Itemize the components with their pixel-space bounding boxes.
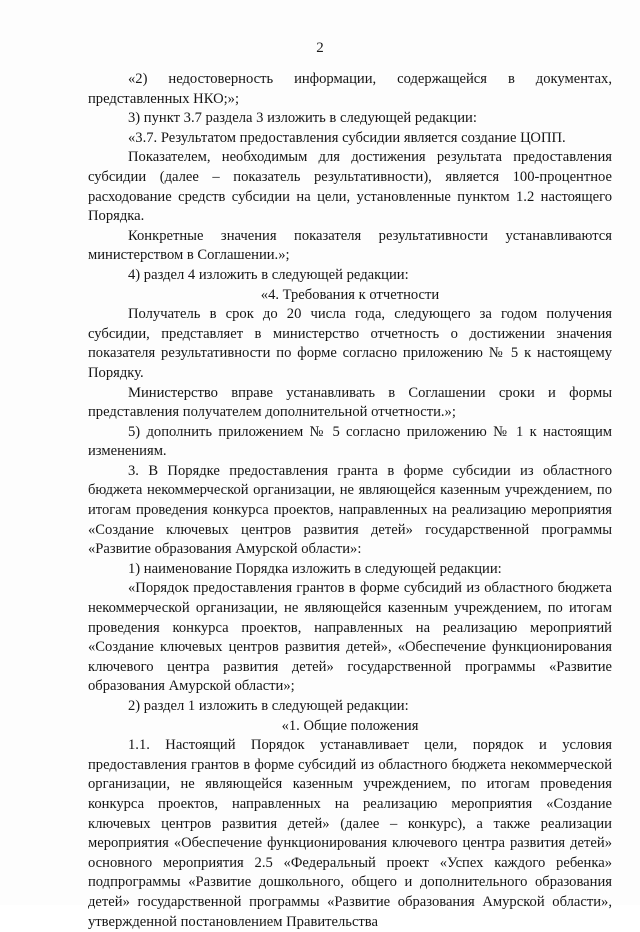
paragraph: 3) пункт 3.7 раздела 3 изложить в следующей редакции: <box>128 110 477 127</box>
paragraph: 2) раздел 1 изложить в следующей редакции: <box>128 698 409 714</box>
paragraph: 1.1. Настоящий Порядок устанавливает цели, порядок и условия предоставления грантов в форме субсидий из областного бюджета некоммерческой организации, не являющейся казенным учреждением, по итогам проведения конкурса проектов, направленных на реализацию мероприятия «Создание ключевых центров развития детей» (далее – конкурс), а также реализации мероприятия «Обеспечение функционирования ключевого центра развития детей» основного мероприятия 2.5 «Федеральный проект «Успех каждого ребенка» подпрограммы «Развитие дошкольного, общего и дополнительного образования детей» государственной программы «Развитие образования Амурской области», утвержденной постановлением Правительства <box>88 737 612 930</box>
paragraph: 4) раздел 4 изложить в следующей редакции: <box>128 266 409 283</box>
paragraph: Показателем, необходимым для достижения результата предоставления субсидии (далее – показатель результативности), является 100-процентное расходование средств субсидии на цели, установленные пунктом 1.2 настоящего Порядка. <box>88 149 612 225</box>
paragraph: Конкретные значения показателя результативности устанавливаются министерством в Соглашении.»; <box>88 227 612 264</box>
paragraph: Министерство вправе устанавливать в Соглашении сроки и формы представления получателем дополнительной отчетности.»; <box>88 384 612 421</box>
page-number: 2 <box>316 40 324 56</box>
paragraph: «3.7. Результатом предоставления субсидии является создание ЦОПП. <box>128 129 566 146</box>
paragraph: 3. В Порядке предоставления гранта в форме субсидии из областного бюджета некоммерческой организации, не являющейся казенным учреждением, по итогам проведения конкурса проектов, направленных на реализацию мероприятия «Создание ключевых центров развития детей» государственной программы «Развитие образования Амурской области»: <box>88 462 612 558</box>
section-heading: «4. Требования к отчетности <box>260 286 440 303</box>
section-heading: «1. Общие положения <box>281 717 419 734</box>
paragraph: 1) наименование Порядка изложить в следующей редакции: <box>128 560 502 577</box>
paragraph: Получатель в срок до 20 числа года, следующего за годом получения субсидии, представляет в министерство отчетность о достижении значения показателя результативности по форме согласно приложению № 5 к настоящему Порядку. <box>88 306 612 381</box>
document-body <box>88 70 612 932</box>
paragraph: 5) дополнить приложением № 5 согласно приложению № 1 к настоящим изменениям. <box>88 423 612 460</box>
paragraph: «Порядок предоставления грантов в форме субсидий из областного бюджета некоммерческой организации, не являющейся казенным учреждением, по итогам проведения конкурса проектов, направленных на реализацию мероприятий «Создание ключевых центров развития детей», «Обеспечение функционирования ключевого центра развития детей» государственной программы «Развитие образования Амурской области»; <box>88 580 612 695</box>
paragraph: «2) недостоверность информации, содержащейся в документах, представленных НКО;»; <box>88 71 612 107</box>
